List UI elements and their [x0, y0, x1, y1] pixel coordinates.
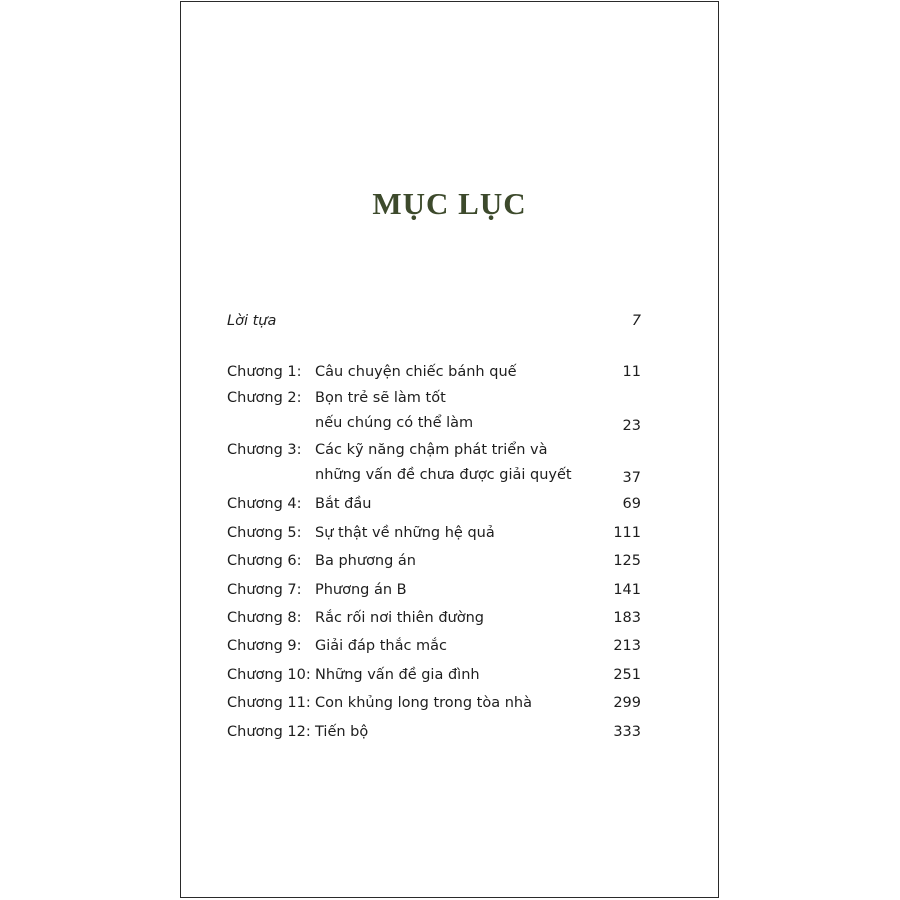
chapter-page-number: 251	[613, 666, 641, 683]
chapter-number: Chương 3:	[227, 442, 302, 459]
book-page	[180, 1, 719, 898]
chapter-title-line: Giải đáp thắc mắc	[315, 638, 448, 655]
chapter-title	[315, 632, 591, 660]
chapter-title	[315, 718, 591, 746]
chapter-title-line: nếu chúng có thể làm	[315, 414, 474, 431]
chapter-number: Chương 7:	[227, 581, 302, 598]
chapter-title	[315, 661, 591, 689]
chapter-title	[315, 519, 591, 547]
chapter-page-number: 333	[613, 723, 641, 740]
page-title: MỤC LỤC	[372, 186, 527, 221]
chapter-title-line: Các kỹ năng chậm phát triển và	[315, 442, 548, 459]
chapter-number: Chương 2:	[227, 390, 302, 407]
chapter-page-number: 213	[613, 638, 641, 655]
toc-chapter-row	[227, 718, 641, 746]
chapter-title-line: Sự thật về những hệ quả	[315, 524, 495, 541]
chapter-title-line: Ba phương án	[315, 553, 416, 570]
chapter-title	[315, 358, 591, 386]
toc-chapter-row	[227, 519, 641, 547]
toc-chapter-row	[227, 632, 641, 660]
chapter-page-number: 183	[613, 609, 641, 626]
chapter-number: Chương 12:	[227, 723, 311, 740]
chapter-title-line: Con khủng long trong tòa nhà	[315, 695, 532, 712]
toc-chapter-row	[227, 490, 641, 518]
chapter-title-line: Bọn trẻ sẽ làm tốt	[315, 390, 446, 407]
chapter-title	[315, 438, 591, 490]
chapter-page-number: 141	[613, 581, 641, 598]
toc-chapter-row	[227, 689, 641, 717]
chapter-title-line: Những vấn đề gia đình	[315, 666, 480, 683]
chapter-title-line: Tiến bộ	[315, 723, 369, 740]
toc-preface-row	[227, 308, 641, 334]
chapter-page-number: 111	[613, 524, 641, 541]
toc-chapter-row	[227, 358, 641, 386]
toc-chapter-row	[227, 547, 641, 575]
chapter-page-number: 299	[613, 695, 641, 712]
chapter-number: Chương 1:	[227, 364, 302, 380]
table-of-contents	[227, 308, 641, 746]
preface-label: Lời tựa	[227, 313, 277, 329]
chapter-number: Chương 6:	[227, 553, 302, 570]
toc-chapter-row	[227, 386, 641, 438]
chapter-page-number: 23	[622, 417, 641, 434]
chapter-number: Chương 10:	[227, 666, 311, 683]
chapter-title	[315, 547, 591, 575]
chapter-title	[315, 386, 591, 438]
chapter-title	[315, 490, 591, 518]
chapter-list	[227, 358, 641, 746]
chapter-page-number: 69	[622, 496, 641, 513]
toc-chapter-row	[227, 661, 641, 689]
chapter-number: Chương 9:	[227, 638, 302, 655]
toc-chapter-row	[227, 438, 641, 490]
chapter-page-number: 37	[622, 469, 641, 486]
chapter-title-line: Bắt đầu	[315, 496, 372, 513]
chapter-page-number: 125	[613, 553, 641, 570]
chapter-number: Chương 4:	[227, 496, 302, 513]
toc-chapter-row	[227, 576, 641, 604]
chapter-title-line: những vấn đề chưa được giải quyết	[315, 466, 572, 483]
preface-page: 7	[631, 313, 641, 329]
chapter-number: Chương 5:	[227, 524, 302, 541]
toc-chapter-row	[227, 604, 641, 632]
chapter-title-line: Câu chuyện chiếc bánh quế	[315, 364, 517, 380]
chapter-title	[315, 576, 591, 604]
chapter-number: Chương 8:	[227, 609, 302, 626]
chapter-number: Chương 11:	[227, 695, 311, 712]
chapter-page-number: 11	[622, 364, 641, 380]
chapter-title	[315, 689, 591, 717]
chapter-title-line: Phương án B	[315, 581, 407, 598]
chapter-title	[315, 604, 591, 632]
chapter-title-line: Rắc rối nơi thiên đường	[315, 609, 484, 626]
